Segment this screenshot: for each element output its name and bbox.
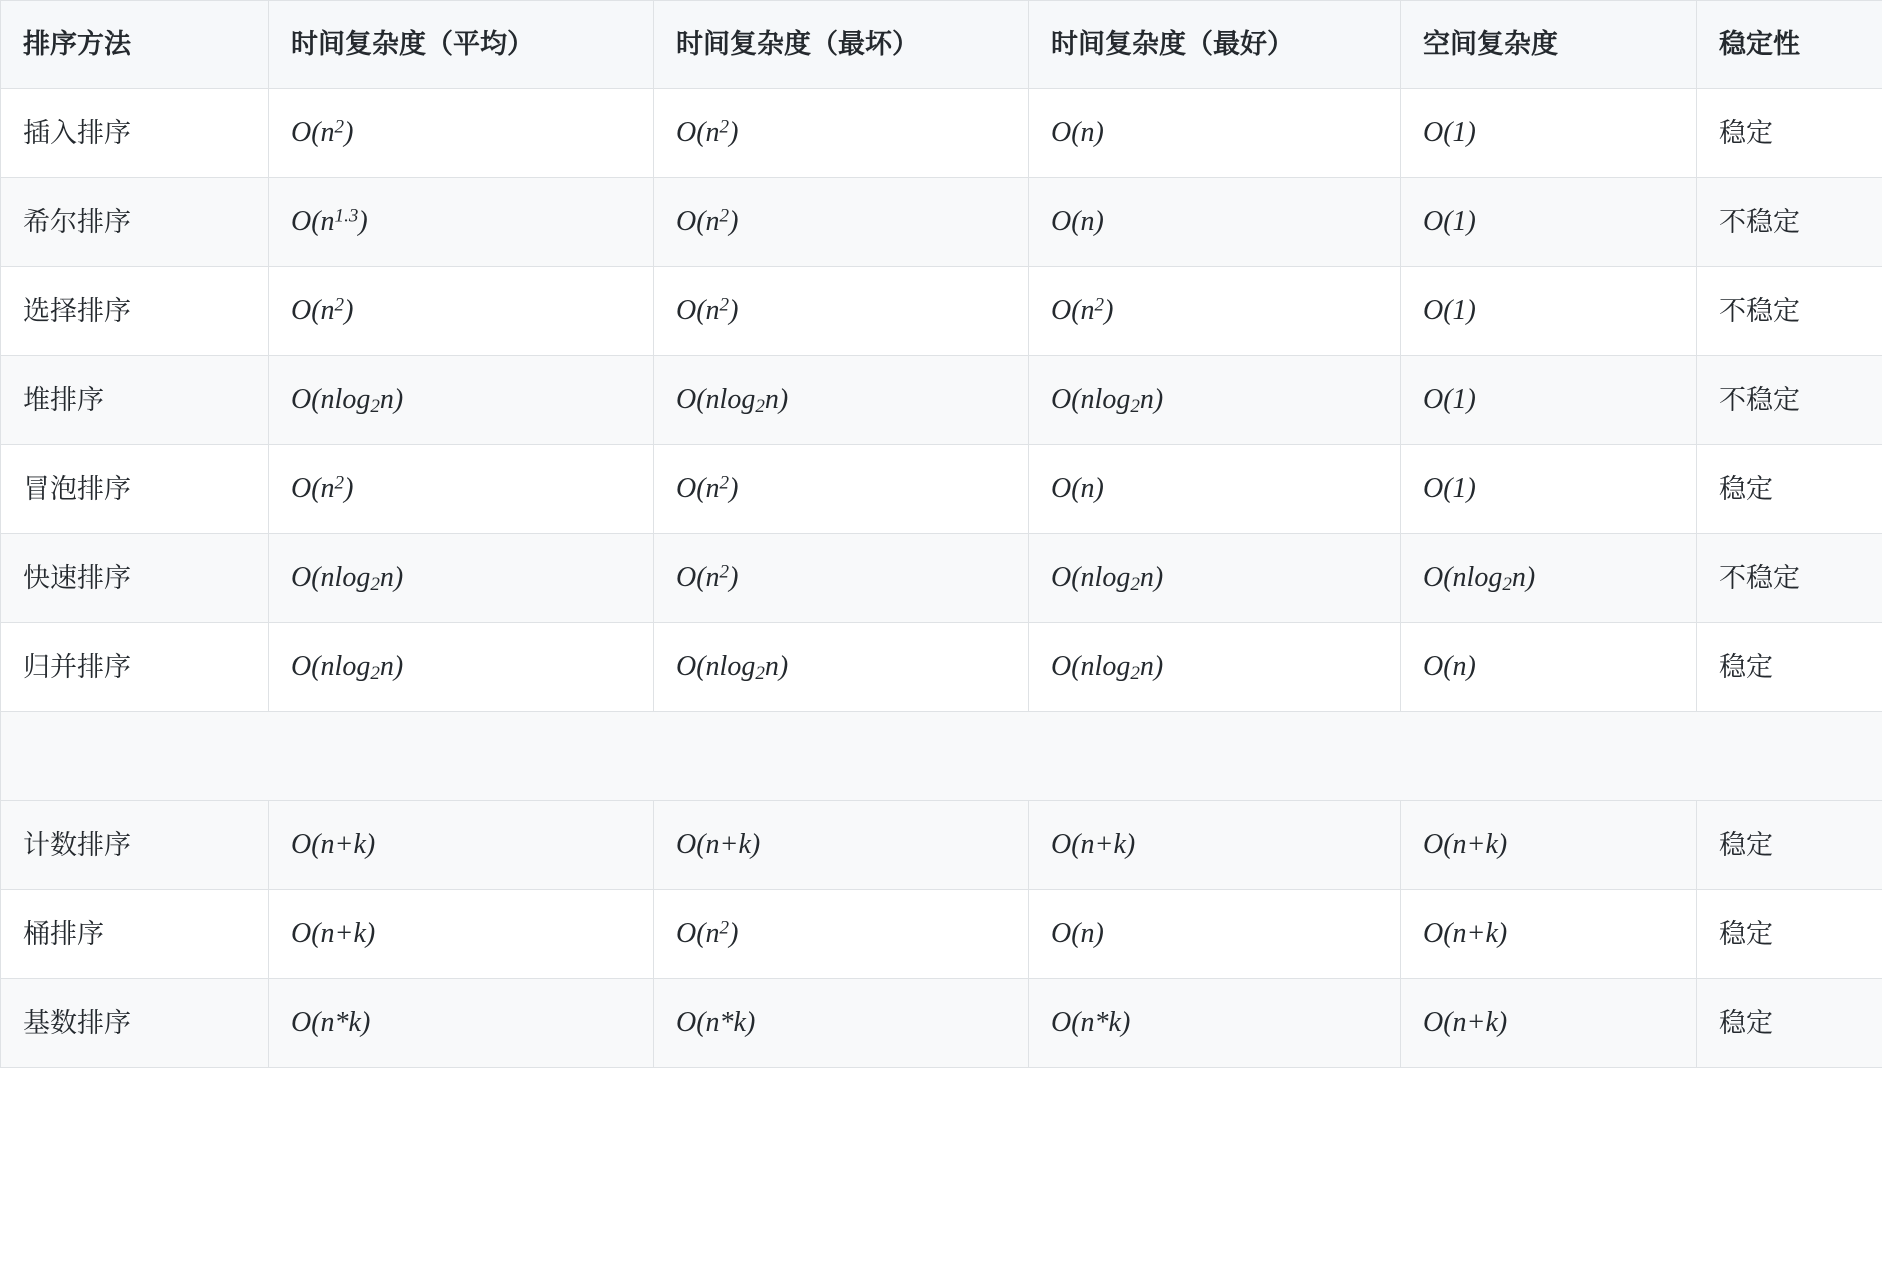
table-row — [1, 890, 1882, 979]
cell-time-best: O(n*k) — [1029, 979, 1401, 1068]
cell-method: 计数排序 — [1, 801, 269, 890]
cell-method: 桶排序 — [1, 890, 269, 979]
cell-time-best: O(n+k) — [1029, 801, 1401, 890]
table-row — [1, 801, 1882, 890]
cell-stability: 不稳定 — [1697, 267, 1882, 356]
cell-method: 堆排序 — [1, 356, 269, 445]
cell-stability: 稳定 — [1697, 445, 1882, 534]
table-row — [1, 267, 1882, 356]
cell-time-best: O(nlog$_2$n) — [1029, 623, 1401, 712]
cell-space: O(1) — [1401, 356, 1697, 445]
column-header-space: 空间复杂度 — [1401, 1, 1697, 89]
table-row — [1, 979, 1882, 1068]
cell-time-best: O(n) — [1029, 890, 1401, 979]
cell-space: O(1) — [1401, 89, 1697, 178]
cell-space: O(n+k) — [1401, 979, 1697, 1068]
cell-time-worst: O(n*k) — [654, 979, 1029, 1068]
cell-time-worst: $O(n^2)$ — [654, 890, 1029, 979]
table-row — [1, 89, 1882, 178]
cell-time-best: $O(n^2)$ — [1029, 267, 1401, 356]
cell-time-worst: $O(n^2)$ — [654, 534, 1029, 623]
table-row — [1, 623, 1882, 712]
cell-time-worst: O(n+k) — [654, 801, 1029, 890]
cell-method: 选择排序 — [1, 267, 269, 356]
cell-stability: 稳定 — [1697, 801, 1882, 890]
cell-space: O(1) — [1401, 267, 1697, 356]
cell-stability: 稳定 — [1697, 623, 1882, 712]
cell-time-average: O(nlog$_2$n) — [269, 534, 654, 623]
cell-time-best: O(nlog$_2$n) — [1029, 534, 1401, 623]
column-header-time-best: 时间复杂度（最好） — [1029, 1, 1401, 89]
cell-method: 冒泡排序 — [1, 445, 269, 534]
spacer-cell — [1, 712, 1882, 801]
cell-time-worst: O(nlog$_2$n) — [654, 356, 1029, 445]
cell-space: O(n) — [1401, 623, 1697, 712]
table-header — [1, 1, 1882, 89]
cell-time-worst: $O(n^2)$ — [654, 178, 1029, 267]
cell-time-worst: $O(n^2)$ — [654, 89, 1029, 178]
cell-time-worst: $O(n^2)$ — [654, 445, 1029, 534]
cell-method: 归并排序 — [1, 623, 269, 712]
cell-time-best: O(nlog$_2$n) — [1029, 356, 1401, 445]
cell-method: 插入排序 — [1, 89, 269, 178]
table-row — [1, 534, 1882, 623]
cell-space: O(n+k) — [1401, 801, 1697, 890]
cell-stability: 稳定 — [1697, 890, 1882, 979]
cell-stability: 不稳定 — [1697, 534, 1882, 623]
cell-method: 基数排序 — [1, 979, 269, 1068]
cell-space: O(n+k) — [1401, 890, 1697, 979]
cell-time-average: O(n+k) — [269, 890, 654, 979]
cell-stability: 不稳定 — [1697, 356, 1882, 445]
column-header-time-average: 时间复杂度（平均） — [269, 1, 654, 89]
cell-time-worst: $O(n^2)$ — [654, 267, 1029, 356]
table-row — [1, 178, 1882, 267]
cell-time-worst: O(nlog$_2$n) — [654, 623, 1029, 712]
cell-time-average: O(nlog$_2$n) — [269, 356, 654, 445]
column-header-stability: 稳定性 — [1697, 1, 1882, 89]
cell-stability: 稳定 — [1697, 89, 1882, 178]
cell-space: O(1) — [1401, 445, 1697, 534]
table-row — [1, 356, 1882, 445]
table-row-spacer — [1, 712, 1882, 801]
table-body — [1, 89, 1882, 1068]
cell-time-average: O(nlog$_2$n) — [269, 623, 654, 712]
cell-stability: 稳定 — [1697, 979, 1882, 1068]
table-header-row — [1, 1, 1882, 89]
cell-space: O(1) — [1401, 178, 1697, 267]
cell-time-best: O(n) — [1029, 178, 1401, 267]
cell-method: 快速排序 — [1, 534, 269, 623]
cell-time-average: O(n+k) — [269, 801, 654, 890]
cell-method: 希尔排序 — [1, 178, 269, 267]
cell-space: O(nlog$_2$n) — [1401, 534, 1697, 623]
cell-time-average: $O(n^2)$ — [269, 445, 654, 534]
column-header-method: 排序方法 — [1, 1, 269, 89]
cell-time-best: O(n) — [1029, 89, 1401, 178]
cell-time-average: $O(n^2)$ — [269, 267, 654, 356]
column-header-time-worst: 时间复杂度（最坏） — [654, 1, 1029, 89]
cell-time-best: O(n) — [1029, 445, 1401, 534]
cell-time-average: O(n*k) — [269, 979, 654, 1068]
cell-time-average: $O(n^2)$ — [269, 89, 654, 178]
table-row — [1, 445, 1882, 534]
cell-time-average: $O(n^{1.3})$ — [269, 178, 654, 267]
cell-stability: 不稳定 — [1697, 178, 1882, 267]
